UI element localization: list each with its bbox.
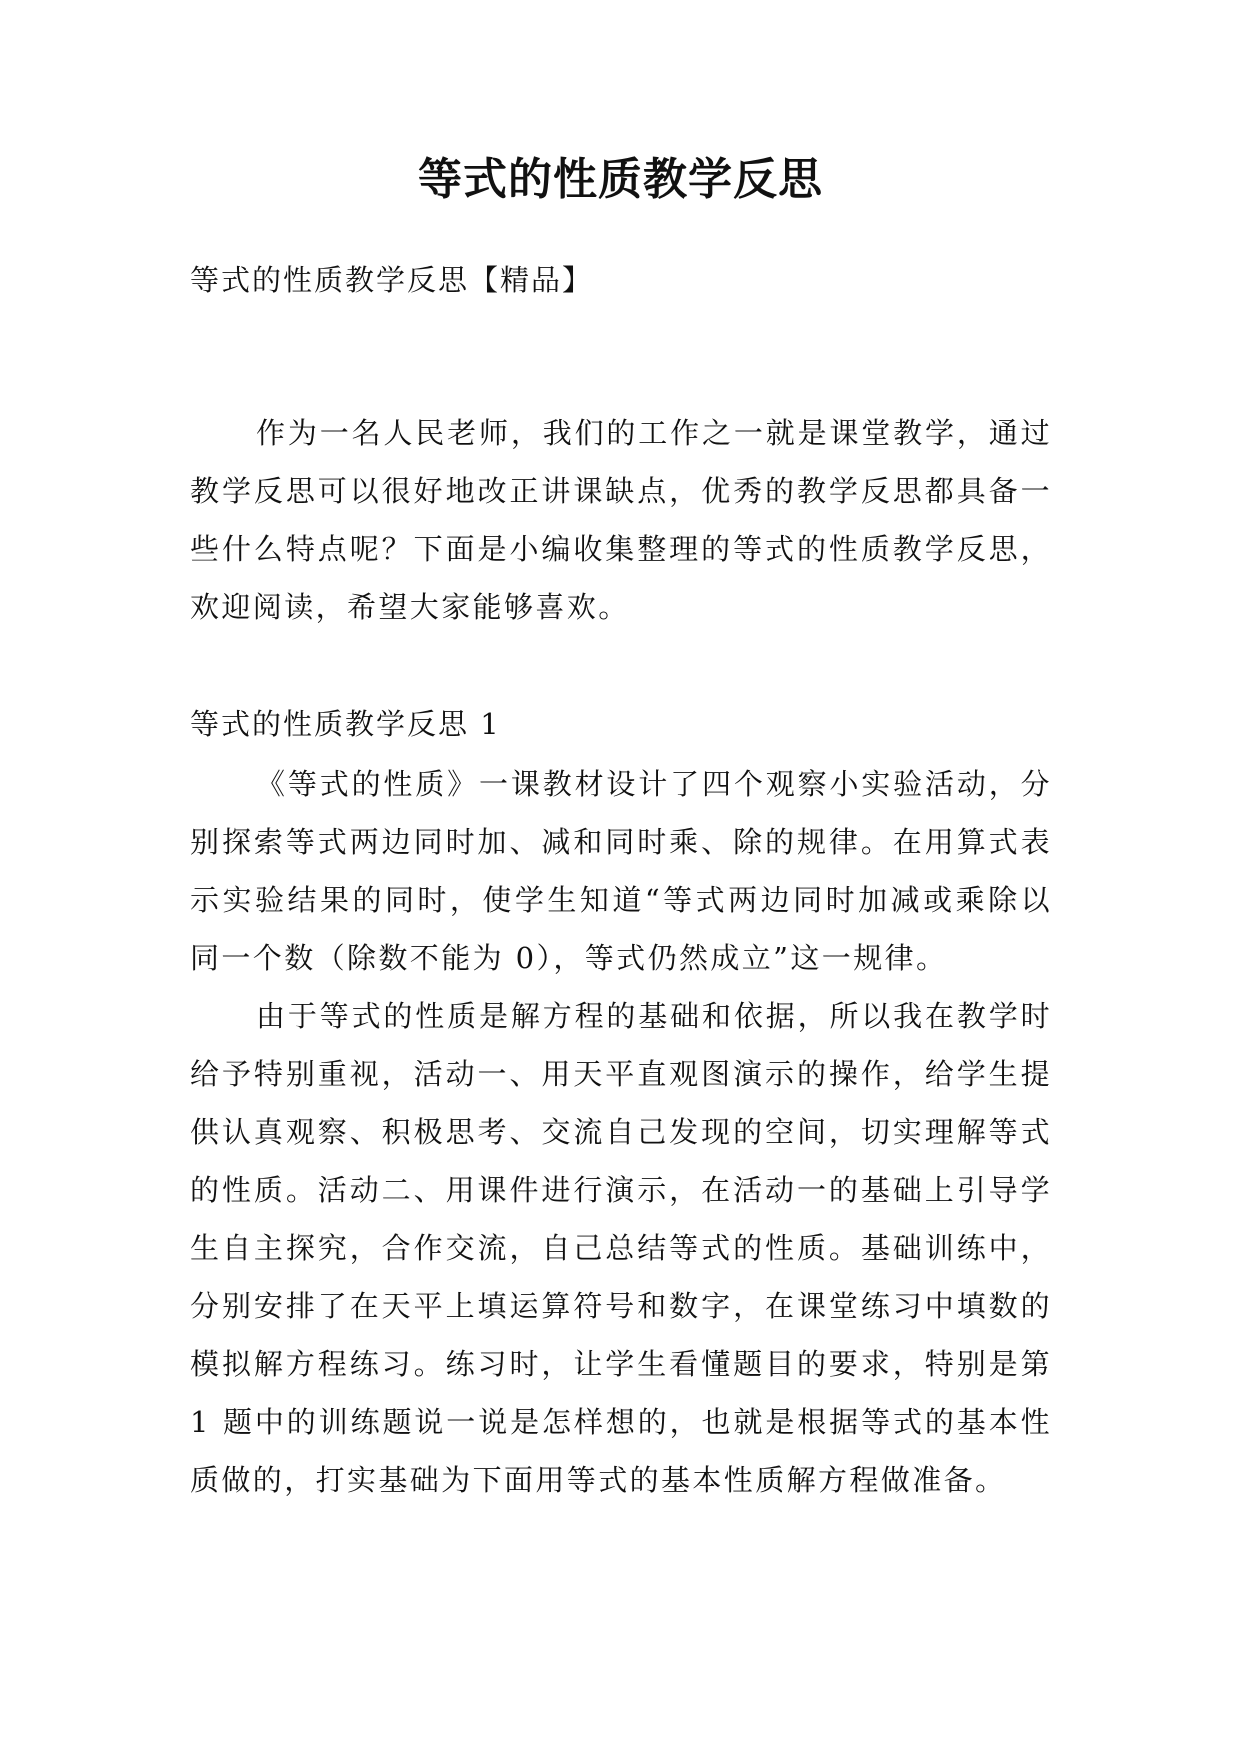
body-paragraph-1: 《等式的性质》一课教材设计了四个观察小实验活动，分别探索等式两边同时加、减和同时乘、除的规律。在用算式表示实验结果的同时，使学生知道“等式两边同时加减或乘除以同一个数（除数不能为 0），等式仍然成立”这一规律。 xyxy=(190,767,1052,975)
section-heading: 等式的性质教学反思 1 xyxy=(190,707,501,741)
body-paragraph-2: 由于等式的性质是解方程的基础和依据，所以我在教学时给予特别重视，活动一、用天平直观图演示的操作，给学生提供认真观察、积极思考、交流自己发现的空间，切实理解等式的性质。活动二、用课件进行演示，在活动一的基础上引导学生自主探究，合作交流，自己总结等式的性质。基础训练中，分别安排了在天平上填运算符号和数字，在课堂练习中填数的模拟解方程练习。练习时，让学生看懂题目的要求，特别是第 1 题中的训练题说一说是怎样想的，也就是根据等式的基本性质做的，打实基础为下面用等式的基本性质解方程做准备。 xyxy=(190,999,1052,1497)
document-title: 等式的性质教学反思 xyxy=(418,154,823,205)
document-subtitle: 等式的性质教学反思【精品】 xyxy=(190,263,594,297)
intro-paragraph: 作为一名人民老师，我们的工作之一就是课堂教学，通过教学反思可以很好地改正讲课缺点，优秀的教学反思都具备一些什么特点呢？下面是小编收集整理的等式的性质教学反思，欢迎阅读，希望大家能够喜欢。 xyxy=(190,416,1052,624)
